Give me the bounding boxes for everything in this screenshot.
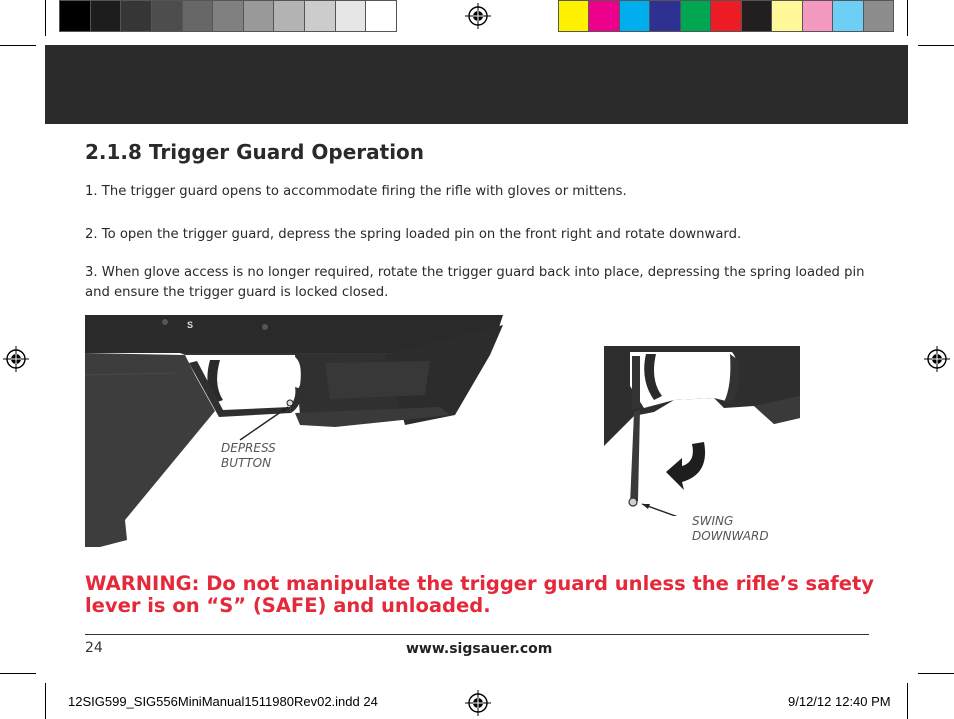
color-swatch bbox=[151, 0, 183, 32]
registration-mark-icon bbox=[3, 346, 29, 372]
section-title: 2.1.8 Trigger Guard Operation bbox=[85, 140, 425, 164]
color-swatch bbox=[619, 0, 650, 32]
color-swatch bbox=[243, 0, 275, 32]
registration-mark-icon bbox=[465, 3, 491, 29]
caption-swing-downward bbox=[692, 514, 769, 544]
step-1: 1. The trigger guard opens to accommodate firing the rifle with gloves or mittens. bbox=[85, 184, 627, 199]
crop-mark bbox=[907, 0, 908, 36]
grayscale-color-bar bbox=[59, 0, 397, 32]
color-swatch bbox=[304, 0, 336, 32]
caption-line: BUTTON bbox=[221, 456, 272, 470]
crop-mark bbox=[918, 673, 954, 674]
crop-mark bbox=[45, 0, 46, 36]
color-swatch bbox=[273, 0, 305, 32]
process-color-bar bbox=[558, 0, 894, 32]
color-swatch bbox=[90, 0, 122, 32]
caption-depress-button bbox=[221, 441, 276, 471]
color-swatch bbox=[863, 0, 894, 32]
color-swatch bbox=[212, 0, 244, 32]
color-swatch bbox=[741, 0, 772, 32]
crop-mark bbox=[45, 683, 46, 719]
crop-mark bbox=[918, 45, 954, 46]
page-number: 24 bbox=[85, 640, 103, 656]
color-swatch bbox=[588, 0, 619, 32]
website-link[interactable]: www.sigsauer.com bbox=[406, 641, 553, 657]
color-swatch bbox=[59, 0, 91, 32]
registration-mark-icon bbox=[465, 690, 491, 716]
color-swatch bbox=[710, 0, 741, 32]
crop-mark bbox=[0, 673, 36, 674]
step-3: 3. When glove access is no longer required, rotate the trigger guard back into place, depressing the spring loaded pin bbox=[85, 265, 865, 280]
color-swatch bbox=[365, 0, 397, 32]
color-swatch bbox=[649, 0, 680, 32]
color-swatch bbox=[832, 0, 863, 32]
trigger-guard-open-illustration bbox=[604, 346, 800, 516]
warning-text: WARNING: Do not manipulate the trigger guard unless the rifle’s safety lever is on “S” (SAFE) and unloaded. bbox=[85, 572, 874, 617]
color-swatch bbox=[120, 0, 152, 32]
step-3-continued: and ensure the trigger guard is locked closed. bbox=[85, 285, 389, 300]
crop-mark bbox=[0, 45, 36, 46]
slug-timestamp: 9/12/12 12:40 PM bbox=[788, 694, 891, 709]
header-banner bbox=[45, 45, 908, 124]
color-swatch bbox=[680, 0, 711, 32]
caption-line: DOWNWARD bbox=[692, 529, 769, 543]
trigger-guard-closed-illustration bbox=[85, 315, 505, 547]
color-swatch bbox=[182, 0, 214, 32]
color-swatch bbox=[771, 0, 802, 32]
slug-filename: 12SIG599_SIG556MiniManual1511980Rev02.indd 24 bbox=[68, 694, 378, 709]
registration-mark-icon bbox=[924, 346, 950, 372]
color-swatch bbox=[558, 0, 589, 32]
caption-line: DEPRESS bbox=[221, 441, 276, 455]
receiver-s-mark: S bbox=[187, 320, 194, 330]
footer-rule bbox=[85, 634, 869, 635]
crop-mark bbox=[907, 683, 908, 719]
color-swatch bbox=[335, 0, 367, 32]
color-swatch bbox=[802, 0, 833, 32]
step-2: 2. To open the trigger guard, depress the spring loaded pin on the front right and rotate downward. bbox=[85, 227, 742, 242]
caption-line: SWING bbox=[692, 514, 734, 528]
